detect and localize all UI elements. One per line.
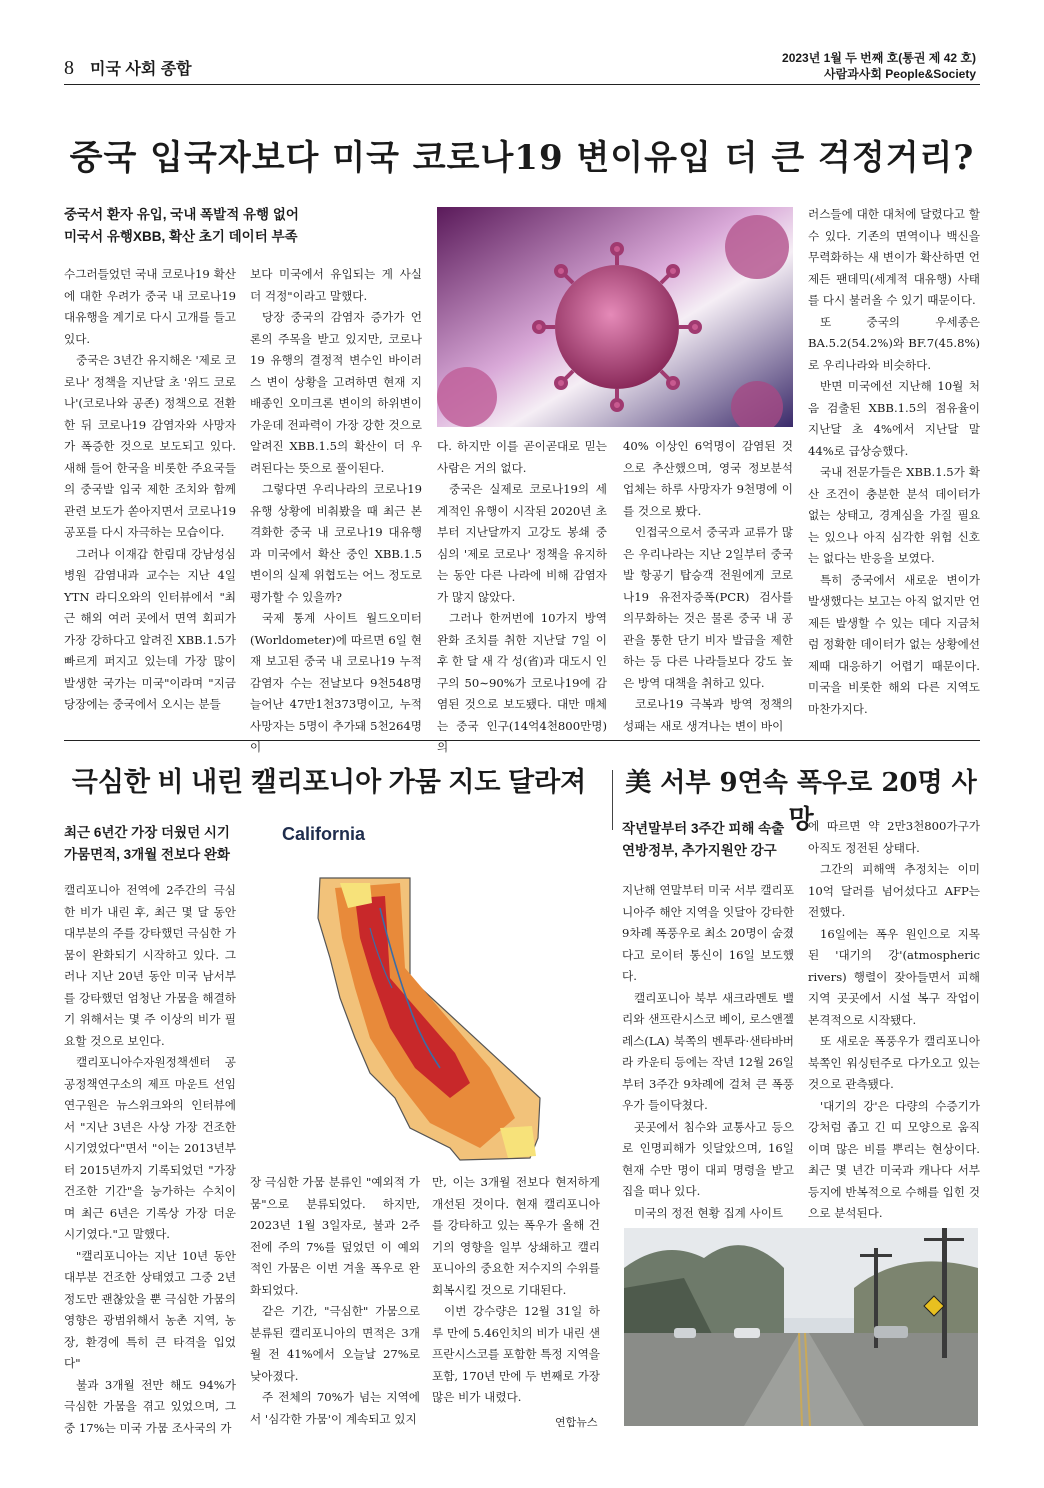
article1-column-1	[64, 264, 236, 716]
photo-credit: 연합뉴스	[555, 1417, 598, 1429]
paragraph: 코로나19 극복과 방역 정책의 성패는 새로 생겨나는 변이 바이	[623, 697, 793, 733]
paragraph: 곳곳에서 침수와 교통사고 등으로 인명피해가 잇달았으며, 16일 현재 수만 명이 대피 명령을 받고 집을 떠나 있다.	[622, 1119, 794, 1198]
article2-subhead-1: 최근 6년간 가장 더웠던 시기	[64, 825, 230, 840]
article1-subhead-2: 미국서 유행XBB, 확산 초기 데이터 부족	[64, 229, 298, 244]
paragraph: 에 따르면 약 2만3천800가구가 아직도 정전된 상태다.	[808, 819, 980, 855]
paragraph: 중국은 실제로 코로나19의 세계적인 유행이 시작된 2020년 초부터 지난달까지 고강도 봉쇄 중심의 '제로 코로나' 정책을 유지하는 동안 다른 나라에 비해 감염자가 많지 않았다.	[437, 482, 607, 604]
article3-column-2	[808, 816, 980, 1225]
article3-subhead-2: 연방정부, 추가지원안 강구	[622, 843, 777, 858]
paragraph: 장 극심한 가뭄 분류인 "예외적 가뭄"으로 분류되었다. 하지만, 2023년 1월 3일자로, 불과 2주 전에 주의 7%를 덮었던 이 예외적인 가뭄은 이번 겨울 폭우로 완화되었다.	[250, 1175, 420, 1297]
paragraph: 미국의 정전 현황 집계 사이트	[634, 1205, 784, 1220]
section-divider	[64, 740, 980, 741]
article2-column-3	[432, 1172, 600, 1409]
paragraph: 캘리포니아 전역에 2주간의 극심한 비가 내린 후, 최근 몇 달 동안 대부분의 주를 강타했던 극심한 가뭄이 완화되기 시작하고 있다. 그러나 지난 20년 동안 미국 남서부를 강타했던 엄청난 가뭄을 해결하기 위해서는 몇 주 이상의 비가 필요할 것으로 보인다.	[64, 883, 236, 1048]
article3-subheads	[622, 818, 802, 862]
paragraph: '대기의 강'은 다량의 수증기가 강처럼 좁고 긴 띠 모양으로 움직이며 많은 비를 뿌리는 현상이다. 최근 몇 년간 미국과 캐나다 서부 등지에 반복적으로 수해를 입힌 것으로 분석된다.	[808, 1098, 980, 1220]
paragraph: 지난해 연말부터 미국 서부 캘리포니아주 해안 지역을 잇달아 강타한 9차례 폭풍우로 최소 20명이 숨졌다고 로이터 통신이 16일 보도했다.	[622, 883, 794, 983]
map-title: California	[282, 824, 366, 844]
article3-subhead-1: 작년말부터 3주간 피해 속출	[622, 821, 785, 836]
paragraph: 같은 기간, "극심한" 가뭄으로 분류된 캘리포니아의 면적은 3개월 전 41%에서 오늘날 27%로 낮아졌다.	[250, 1304, 420, 1383]
paragraph: 그간의 피해액 추정치는 이미 10억 달러를 넘어섰다고 AFP는 전했다.	[808, 862, 980, 919]
paragraph: 그렇다면 우리나라의 코로나19 유행 상황에 비춰봤을 때 최근 본격화한 중국 내 코로나19 대유행과 미국에서 확산 중인 XBB.1.5 변이의 실제 위협도는 어느 정도로 평가할 수 있을까?	[250, 482, 422, 604]
paragraph: 국내 전문가들은 XBB.1.5가 확산 조건이 충분한 분석 데이터가 없는 상태고, 경계심을 가질 필요는 있으나 아직 심각한 위험 신호는 없다는 반응을 보였다.	[808, 465, 980, 565]
page-header-left	[64, 56, 192, 80]
article2-column-2	[250, 1172, 420, 1430]
paragraph: 그러나 한꺼번에 10가지 방역 완화 조치를 취한 지난달 7일 이후 한 달 새 각 성(省)과 대도시 인구의 50∼90%가 코로나19에 감염된 것으로 보도됐다. 대만 매체는 중국 인구(14억4천800만명)의	[437, 611, 607, 754]
article1-column-5	[808, 204, 980, 720]
coronavirus-image	[437, 207, 793, 427]
article3-column-1	[622, 880, 794, 1224]
article1-column-4	[623, 436, 793, 737]
paragraph: 당장 중국의 감염자 증가가 언론의 주목을 받고 있지만, 코로나19 유행의 결정적 변수인 바이러스 변이 상황을 고려하면 현재 지배종인 오미크론 변이의 하위변이 가운데 전파력이 가장 강한 것으로 알려진 XBB.1.5의 확산이 더 우려된다는 뜻으로 풀이된다.	[250, 310, 422, 475]
page-header-right	[782, 50, 976, 82]
paragraph: 수그러들었던 국내 코로나19 확산에 대한 우려가 중국 내 코로나19 대유행을 계기로 다시 고개를 들고 있다.	[64, 267, 236, 346]
paragraph: 러스들에 대한 대처에 달렸다고 할 수 있다. 기존의 면역이나 백신을 무력화하는 새 변이가 확산하면 언제든 팬데믹(세계적 대유행) 사태를 다시 불러올 수 있기 때문이다.	[808, 207, 980, 307]
paragraph: 캘리포니아수자원정책센터 공공정책연구소의 제프 마운트 선임연구원은 뉴스위크와의 인터뷰에서 "지난 3년은 사상 가장 건조한 시기였었다"면서 "이는 2013년부터 2015년까지 기록되었던 "가장 건조한 기간"을 능가하는 수치이며 최근 6년은 기록상 가장 더운 시기였다."고 말했다.	[64, 1055, 236, 1241]
paragraph: 또 새로운 폭풍우가 캘리포니아 북쪽인 워싱턴주로 다가오고 있는 것으로 관측됐다.	[808, 1034, 980, 1091]
flooded-street-photo	[624, 1228, 978, 1426]
issue-info: 2023년 1월 두 번째 호(통권 제 42 호)	[782, 51, 976, 65]
paragraph: 중국은 3년간 유지해온 '제로 코로나' 정책을 지난달 초 '위드 코로나'(코로나와 공존) 정책으로 전환한 뒤 코로나19 감염자와 사망자가 폭증한 것으로 보도되고 있다. 새해 들어 한국을 비롯한 주요국들의 중국발 입국 제한 조치와 함께 관련 보도가 쏟아지면서 코로나19 공포를 다시 자극하는 모습이다.	[64, 353, 236, 539]
article3-headline: 美 서부 9연속 폭우로 20명 사망	[625, 768, 977, 835]
paragraph: 다. 하지만 이를 곧이곧대로 믿는 사람은 거의 없다.	[437, 439, 607, 475]
paragraph: 반면 미국에선 지난해 10월 처음 검출된 XBB.1.5의 점유율이 지난달 초 4%에서 지난달 말 44%로 급상승했다.	[808, 379, 980, 458]
paragraph: 이번 강수량은 12월 31일 하루 만에 5.46인치의 비가 내린 샌프란시스코를 포함한 특정 지역을 포함, 170년 만에 두 번째로 가장 많은 비가 내렸다.	[432, 1304, 600, 1404]
paragraph: 40% 이상인 6억명이 감염된 것으로 추산했으며, 영국 정보분석업체는 하루 사망자가 9천명에 이를 것으로 봤다.	[623, 439, 793, 518]
section-name: 미국 사회 종합	[90, 61, 192, 78]
article1-subheads	[64, 204, 424, 248]
paragraph: 인접국으로서 중국과 교류가 많은 우리나라는 지난 2일부터 중국발 항공기 탑승객 전원에게 코로나19 유전자증폭(PCR) 검사를 의무화하는 것은 물론 중국 내 공관을 통한 단기 비자 발급을 제한하는 등 다른 나라들보다 강도 높은 방역 대책을 취하고 있다.	[623, 525, 793, 690]
article1-column-2	[250, 264, 422, 759]
article1-headline: 중국 입국자보다 미국 코로나19 변이유입 더 큰 걱정거리?	[69, 138, 975, 178]
page-number: 8	[64, 57, 74, 79]
article2-column-1	[64, 880, 236, 1439]
paragraph: 주 전체의 70%가 넘는 지역에서 '심각한 가뭄'이 계속되고 있지	[250, 1390, 420, 1426]
paragraph: 불과 3개월 전만 해도 94%가 극심한 가뭄을 겪고 있었으며, 그 중 17%는 미국 가뭄 조사국의 가	[64, 1377, 236, 1435]
article2-headline: 극심한 비 내린 캘리포니아 가뭄 지도 달라져	[71, 767, 587, 797]
california-drought-map	[300, 868, 550, 1168]
paragraph: 16일에는 폭우 원인으로 지목된 '대기의 강'(atmospheric rivers) 행렬이 잦아들면서 피해 지역 곳곳에서 시설 복구 작업이 본격적으로 시작됐다.	[808, 926, 980, 1027]
paragraph: 그러나 이재갑 한림대 강남성심병원 감염내과 교수는 지난 4일 YTN 라디오와의 인터뷰에서 "최근 해외 여러 곳에서 면역 회피가 가장 강하다고 알려진 XBB.1.5가 빠르게 퍼지고 있는데 가장 많이 발생한 국가는 미국"이라며 "지금 당장에는 중국에서 오시는 분들	[64, 546, 236, 711]
article1-column-3	[437, 436, 607, 759]
paragraph: 캘리포니아 북부 새크라멘토 밸리와 샌프란시스코 베이, 로스앤젤레스(LA) 북쪽의 벤투라·샌타바버라 카운티 등에는 작년 12월 26일부터 3주간 9차례에 걸쳐 큰 폭풍우가 들이닥쳤다.	[622, 990, 794, 1112]
paragraph: "캘리포니아는 지난 10년 동안 대부분 건조한 상태였고 그중 2년 정도만 괜찮았을 뿐 극심한 가뭄의 영향은 광범위해서 농촌 지역, 농장, 환경에 특히 큰 타격을 입었다"	[64, 1248, 236, 1370]
publication-name: 사람과사회 People&Society	[824, 67, 976, 81]
paragraph: 또 중국의 우세종은 BA.5.2(54.2%)와 BF.7(45.8%)로 우리나라와 비슷하다.	[808, 314, 980, 372]
paragraph: 국제 통계 사이트 월드오미터(Worldometer)에 따르면 6일 현재 보고된 중국 내 코로나19 누적 감염자 수는 전날보다 9천548명 늘어난 47만1천373명이고, 누적 사망자는 5명이 추가돼 5천264명이	[250, 611, 422, 754]
paragraph: 특히 중국에서 새로운 변이가 발생했다는 보고는 아직 없지만 언제든 발생할 수 있는 데다 지금처럼 정확한 데이터가 없는 상황에선 제때 대응하기 어렵기 때문이다. 미국을 비롯한 해외 다른 지역도 마찬가지다.	[808, 572, 980, 716]
column-divider	[612, 770, 613, 830]
article2-subhead-2: 가뭄면적, 3개월 전보다 완화	[64, 847, 230, 862]
article2-subheads	[64, 822, 264, 866]
header-rule	[64, 84, 980, 85]
paragraph: 보다 미국에서 유입되는 게 사실 더 걱정"이라고 말했다.	[250, 267, 422, 303]
paragraph: 만, 이는 3개월 전보다 현저하게 개선된 것이다. 현재 캘리포니아를 강타하고 있는 폭우가 올해 건기의 영향을 일부 상쇄하고 캘리포니아의 중요한 저수지의 수위를 회복시킬 것으로 기대된다.	[432, 1175, 600, 1297]
article1-subhead-1: 중국서 환자 유입, 국내 폭발적 유행 없어	[64, 207, 299, 222]
